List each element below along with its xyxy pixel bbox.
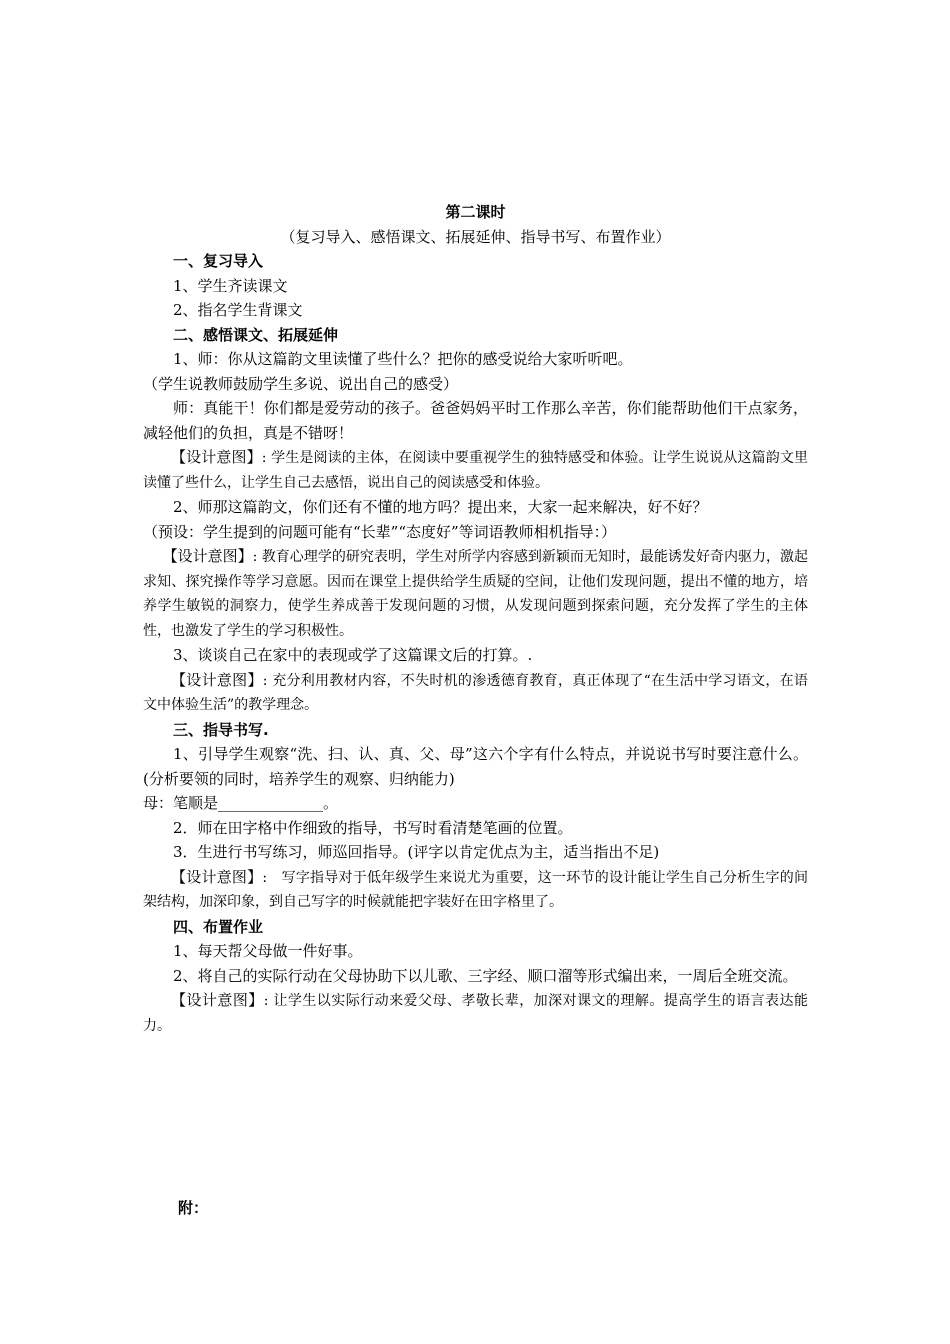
design-intent-text: : 写字指导对于低年级学生来说尤为重要，这一环节的设计能让学生自己分析生字的间架结构，加深印象，到自己写字的时候就能把字装好在田字格里了。 <box>143 869 808 910</box>
page-subtitle: （复习导入、感悟课文、拓展延伸、指导书写、布置作业） <box>280 227 671 246</box>
list-item: 2、指名学生背课文 <box>173 301 303 319</box>
design-intent-text: : 学生是阅读的主体，在阅读中要重视学生的独特感受和体验。让学生说说从这篇韵文里读懂了些什么，让学生自己去感悟，说出自己的阅读感受和体验。 <box>143 450 808 491</box>
list-item: 1、学生齐读课文 <box>173 276 288 295</box>
lesson-document <box>143 200 808 1038</box>
page-title: 第二课时 <box>445 203 506 221</box>
paragraph-homework-1: 1、每天帮父母做一件好事。 <box>173 942 363 960</box>
paragraph-homework-2: 2、将自己的实际行动在父母协助下以儿歌、三字经、顺口溜等形式编出来，一周后全班交流。 <box>173 966 798 985</box>
design-intent-text: : 教育心理学的研究表明，学生对所学内容感到新颖而无知时，最能诱发好奇内驱力，激起求知、探究操作等学习意愿。因而在课堂上提供给学生质疑的空间，让他们发现问题，提出不懂的地方，培养学生敏锐的洞察力，使学生养成善于发现问题的习惯，从发现问题到探索问题，充分发挥了学生的主体性，也激发了学生的学习积极性。 <box>143 549 808 639</box>
paragraph-design-intent-1 <box>143 445 808 495</box>
paragraph-question-2: 2、师那这篇韵文，你们还有不懂的地方吗？提出来，大家一起来解决，好不好？ <box>173 498 708 516</box>
section-heading-review: 一、复习导入 <box>173 252 264 270</box>
design-intent-text: : 充分利用教材内容，不失时机的渗透德育教育，真正体现了“在生活中学习语文，在语文中体验生活”的教学理念。 <box>143 672 808 713</box>
appendix-label: 附： <box>178 1199 209 1217</box>
paragraph-design-intent-4 <box>143 865 808 915</box>
paragraph-question-1: 1、师：你从这篇韵文里读懂了些什么？把你的感受说给大家听听吧。 <box>173 350 633 368</box>
paragraph-writing-3: 3．生进行书写练习，师巡回指导。(评字以肯定优点为主，适当指出不足) <box>173 843 660 861</box>
paragraph-design-intent-2 <box>143 544 808 643</box>
section-heading-writing: 三、指导书写. <box>173 720 269 739</box>
paragraph-writing-2: 2．师在田字格中作细致的指导，书写时看清楚笔画的位置。 <box>173 818 573 837</box>
design-intent-label: 【设计意图】 <box>162 547 253 565</box>
paragraph-teacher-praise: 师：真能干！你们都是爱劳动的孩子。爸爸妈妈平时工作那么辛苦，你们能帮助他们干点家务，减轻他们的负担，真是不错呀！ <box>143 399 808 442</box>
design-intent-text: : 让学生以实际行动来爱父母、孝敬长辈，加深对课文的理解。提高学生的语言表达能力。 <box>143 993 808 1034</box>
design-intent-label: 【设计意图】 <box>171 991 264 1009</box>
paragraph-stroke-order: 母：笔顺是______________。 <box>143 794 339 812</box>
design-intent-label: 【设计意图】 <box>171 867 263 886</box>
paragraph-note-1: （学生说教师鼓励学生多说、说出自己的感受） <box>143 374 459 393</box>
paragraph-note-2: （预设：学生提到的问题可能有“长辈”“态度好”等词语教师相机指导：） <box>143 522 617 541</box>
design-intent-label: 【设计意图】 <box>171 448 262 466</box>
paragraph-design-intent-3 <box>143 668 808 718</box>
section-heading-homework: 四、布置作业 <box>173 917 264 936</box>
paragraph-writing-1: 1、引导学生观察“洗、扫、认、真、父、母”这六个字有什么特点，并说说书写时要注意什么。(分析要领的同时，培养学生的观察、归纳能力) <box>143 745 808 788</box>
paragraph-design-intent-5 <box>143 988 808 1038</box>
design-intent-label: 【设计意图】 <box>171 670 263 689</box>
paragraph-question-3: 3、谈谈自己在家中的表现或学了这篇课文后的打算。. <box>173 646 533 664</box>
section-heading-comprehension: 二、感悟课文、拓展延伸 <box>173 325 339 344</box>
